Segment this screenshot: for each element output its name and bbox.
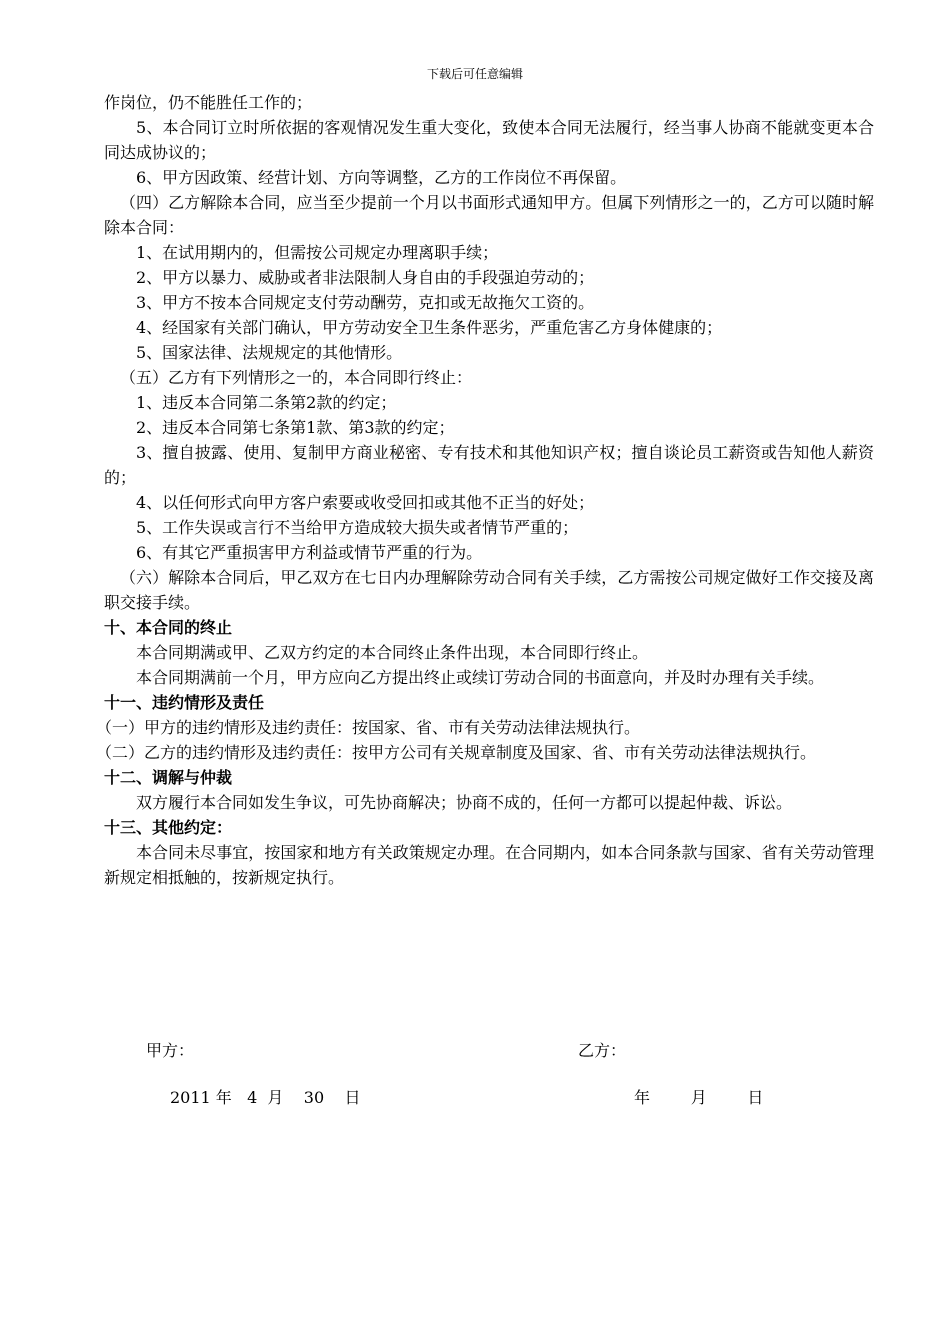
paragraph: 5、工作失误或言行不当给甲方造成较大损失或者情节严重的； bbox=[136, 518, 579, 537]
paragraph: 1、违反本合同第二条第2款的约定； bbox=[136, 393, 397, 412]
paragraph: （四）乙方解除本合同，应当至少提前一个月以书面形式通知甲方。但属下列情形之一的，乙方可以随时解除本合同： bbox=[104, 193, 874, 237]
paragraph: 3、擅自披露、使用、复制甲方商业秘密、专有技术和其他知识产权；擅自谈论员工薪资或告知他人薪资的； bbox=[104, 443, 874, 487]
section-heading: 十三、其他约定： bbox=[104, 818, 233, 837]
party-b-label: 乙方： bbox=[578, 1041, 627, 1060]
paragraph: 2、违反本合同第七条第1款、第3款的约定； bbox=[136, 418, 455, 437]
party-b-date: 年 月 日 bbox=[634, 1088, 764, 1107]
paragraph: （五）乙方有下列情形之一的，本合同即行终止： bbox=[120, 368, 473, 387]
paragraph: 6、甲方因政策、经营计划、方向等调整，乙方的工作岗位不再保留。 bbox=[136, 168, 627, 187]
paragraph: 作岗位，仍不能胜任工作的； bbox=[104, 93, 313, 112]
section-heading: 十一、违约情形及责任 bbox=[104, 693, 265, 712]
paragraph: （六）解除本合同后，甲乙双方在七日内办理解除劳动合同有关手续，乙方需按公司规定做好工作交接及离职交接手续。 bbox=[104, 568, 874, 612]
paragraph: 3、甲方不按本合同规定支付劳动酬劳，克扣或无故拖欠工资的。 bbox=[136, 293, 595, 312]
paragraph: 5、本合同订立时所依据的客观情况发生重大变化，致使本合同无法履行，经当事人协商不能就变更本合同达成协议的； bbox=[104, 118, 874, 162]
paragraph: 6、有其它严重损害甲方利益或情节严重的行为。 bbox=[136, 543, 483, 562]
party-a-date: 2011 年 4 月 30 日 bbox=[170, 1088, 361, 1107]
paragraph: （二）乙方的违约情形及违约责任：按甲方公司有关规章制度及国家、省、市有关劳动法律法规执行。 bbox=[96, 743, 817, 762]
paragraph: 本合同未尽事宜，按国家和地方有关政策规定办理。在合同期内，如本合同条款与国家、省有关劳动管理新规定相抵触的，按新规定执行。 bbox=[104, 843, 874, 887]
paragraph: 2、甲方以暴力、威胁或者非法限制人身自由的手段强迫劳动的； bbox=[136, 268, 595, 287]
paragraph: 4、经国家有关部门确认，甲方劳动安全卫生条件恶劣，严重危害乙方身体健康的； bbox=[136, 318, 723, 337]
paragraph: 4、以任何形式向甲方客户索要或收受回扣或其他不正当的好处； bbox=[136, 493, 595, 512]
paragraph: 1、在试用期内的，但需按公司规定办理离职手续； bbox=[136, 243, 499, 262]
paragraph: （一）甲方的违约情形及违约责任：按国家、省、市有关劳动法律法规执行。 bbox=[96, 718, 641, 737]
section-heading: 十、本合同的终止 bbox=[104, 618, 233, 637]
paragraph: 5、国家法律、法规规定的其他情形。 bbox=[136, 343, 403, 362]
paragraph: 本合同期满或甲、乙双方约定的本合同终止条件出现，本合同即行终止。 bbox=[136, 643, 649, 662]
paragraph: 双方履行本合同如发生争议，可先协商解决；协商不成的，任何一方都可以提起仲裁、诉讼。 bbox=[136, 793, 793, 812]
document-body bbox=[96, 90, 874, 890]
party-a-label: 甲方： bbox=[146, 1041, 195, 1060]
page-header: 下载后可任意编辑 bbox=[426, 67, 523, 81]
paragraph: 本合同期满前一个月，甲方应向乙方提出终止或续订劳动合同的书面意向，并及时办理有关手续。 bbox=[136, 668, 825, 687]
section-heading: 十二、调解与仲裁 bbox=[104, 768, 233, 787]
